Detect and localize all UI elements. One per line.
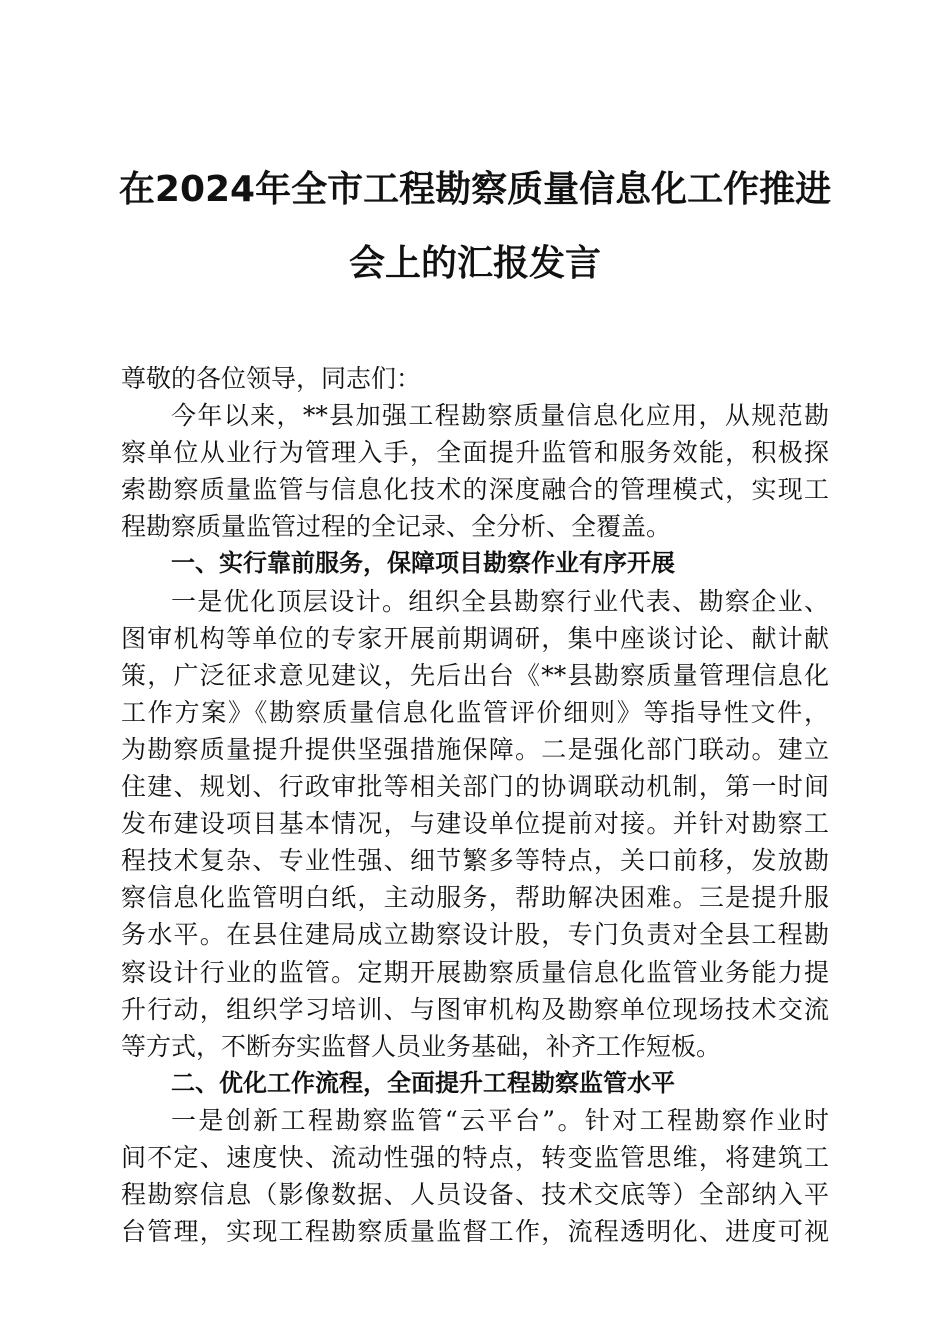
paragraph-line: 工作方案》《勘察质量信息化监管评价细则》等指导性文件， — [121, 697, 829, 727]
salutation: 尊敬的各位领导，同志们： — [121, 364, 422, 393]
paragraph-line: 程勘察信息（影像数据、人员设备、技术交底等）全部纳入平 — [121, 1180, 829, 1210]
paragraph-last-line: 等方式，不断夯实监督人员业务基础，补齐工作短板。 — [121, 1031, 722, 1061]
paragraph-line: 图审机构等单位的专家开展前期调研，集中座谈讨论、献计献 — [121, 623, 829, 653]
paragraph-last-line: 程勘察质量监管过程的全记录、全分析、全覆盖。 — [121, 512, 672, 542]
paragraph-line: 台管理，实现工程勘察质量监督工作，流程透明化、进度可视 — [121, 1217, 829, 1247]
paragraph-line: 察设计行业的监管。定期开展勘察质量信息化监管业务能力提 — [121, 957, 829, 987]
paragraph-first-line: 一是优化顶层设计。组织全县勘察行业代表、勘察企业、 — [171, 586, 829, 616]
document-title-line-2: 会上的汇报发言 — [348, 243, 601, 284]
paragraph-line: 察信息化监管明白纸，主动服务，帮助解决困难。三是提升服 — [121, 883, 829, 913]
paragraph-line: 务水平。在县住建局成立勘察设计股，专门负责对全县工程勘 — [121, 920, 829, 950]
document-title-line-1: 在2024年全市工程勘察质量信息化工作推进 — [118, 169, 832, 210]
paragraph-first-line: 今年以来，**县加强工程勘察质量信息化应用，从规范勘 — [171, 401, 829, 431]
section-heading: 一、实行靠前服务，保障项目勘察作业有序开展 — [171, 549, 675, 578]
paragraph-first-line: 一是创新工程勘察监管“云平台”。针对工程勘察作业时 — [171, 1105, 829, 1135]
paragraph-line: 索勘察质量监管与信息化技术的深度融合的管理模式，实现工 — [121, 475, 829, 505]
paragraph-line: 为勘察质量提升提供坚强措施保障。二是强化部门联动。建立 — [121, 734, 829, 764]
paragraph-line: 策，广泛征求意见建议，先后出台《**县勘察质量管理信息化 — [121, 660, 829, 690]
paragraph-line: 察单位从业行为管理入手，全面提升监管和服务效能，积极探 — [121, 438, 829, 468]
paragraph-line: 程技术复杂、专业性强、细节繁多等特点，关口前移，发放勘 — [121, 846, 829, 876]
section-heading: 二、优化工作流程，全面提升工程勘察监管水平 — [171, 1068, 675, 1097]
document-body — [121, 360, 829, 1250]
paragraph-line: 发布建设项目基本情况，与建设单位提前对接。并针对勘察工 — [121, 809, 829, 839]
paragraph-line: 间不定、速度快、流动性强的特点，转变监管思维，将建筑工 — [121, 1142, 829, 1172]
paragraph-line: 升行动，组织学习培训、与图审机构及勘察单位现场技术交流 — [121, 994, 829, 1024]
paragraph-line: 住建、规划、行政审批等相关部门的协调联动机制，第一时间 — [121, 772, 829, 802]
